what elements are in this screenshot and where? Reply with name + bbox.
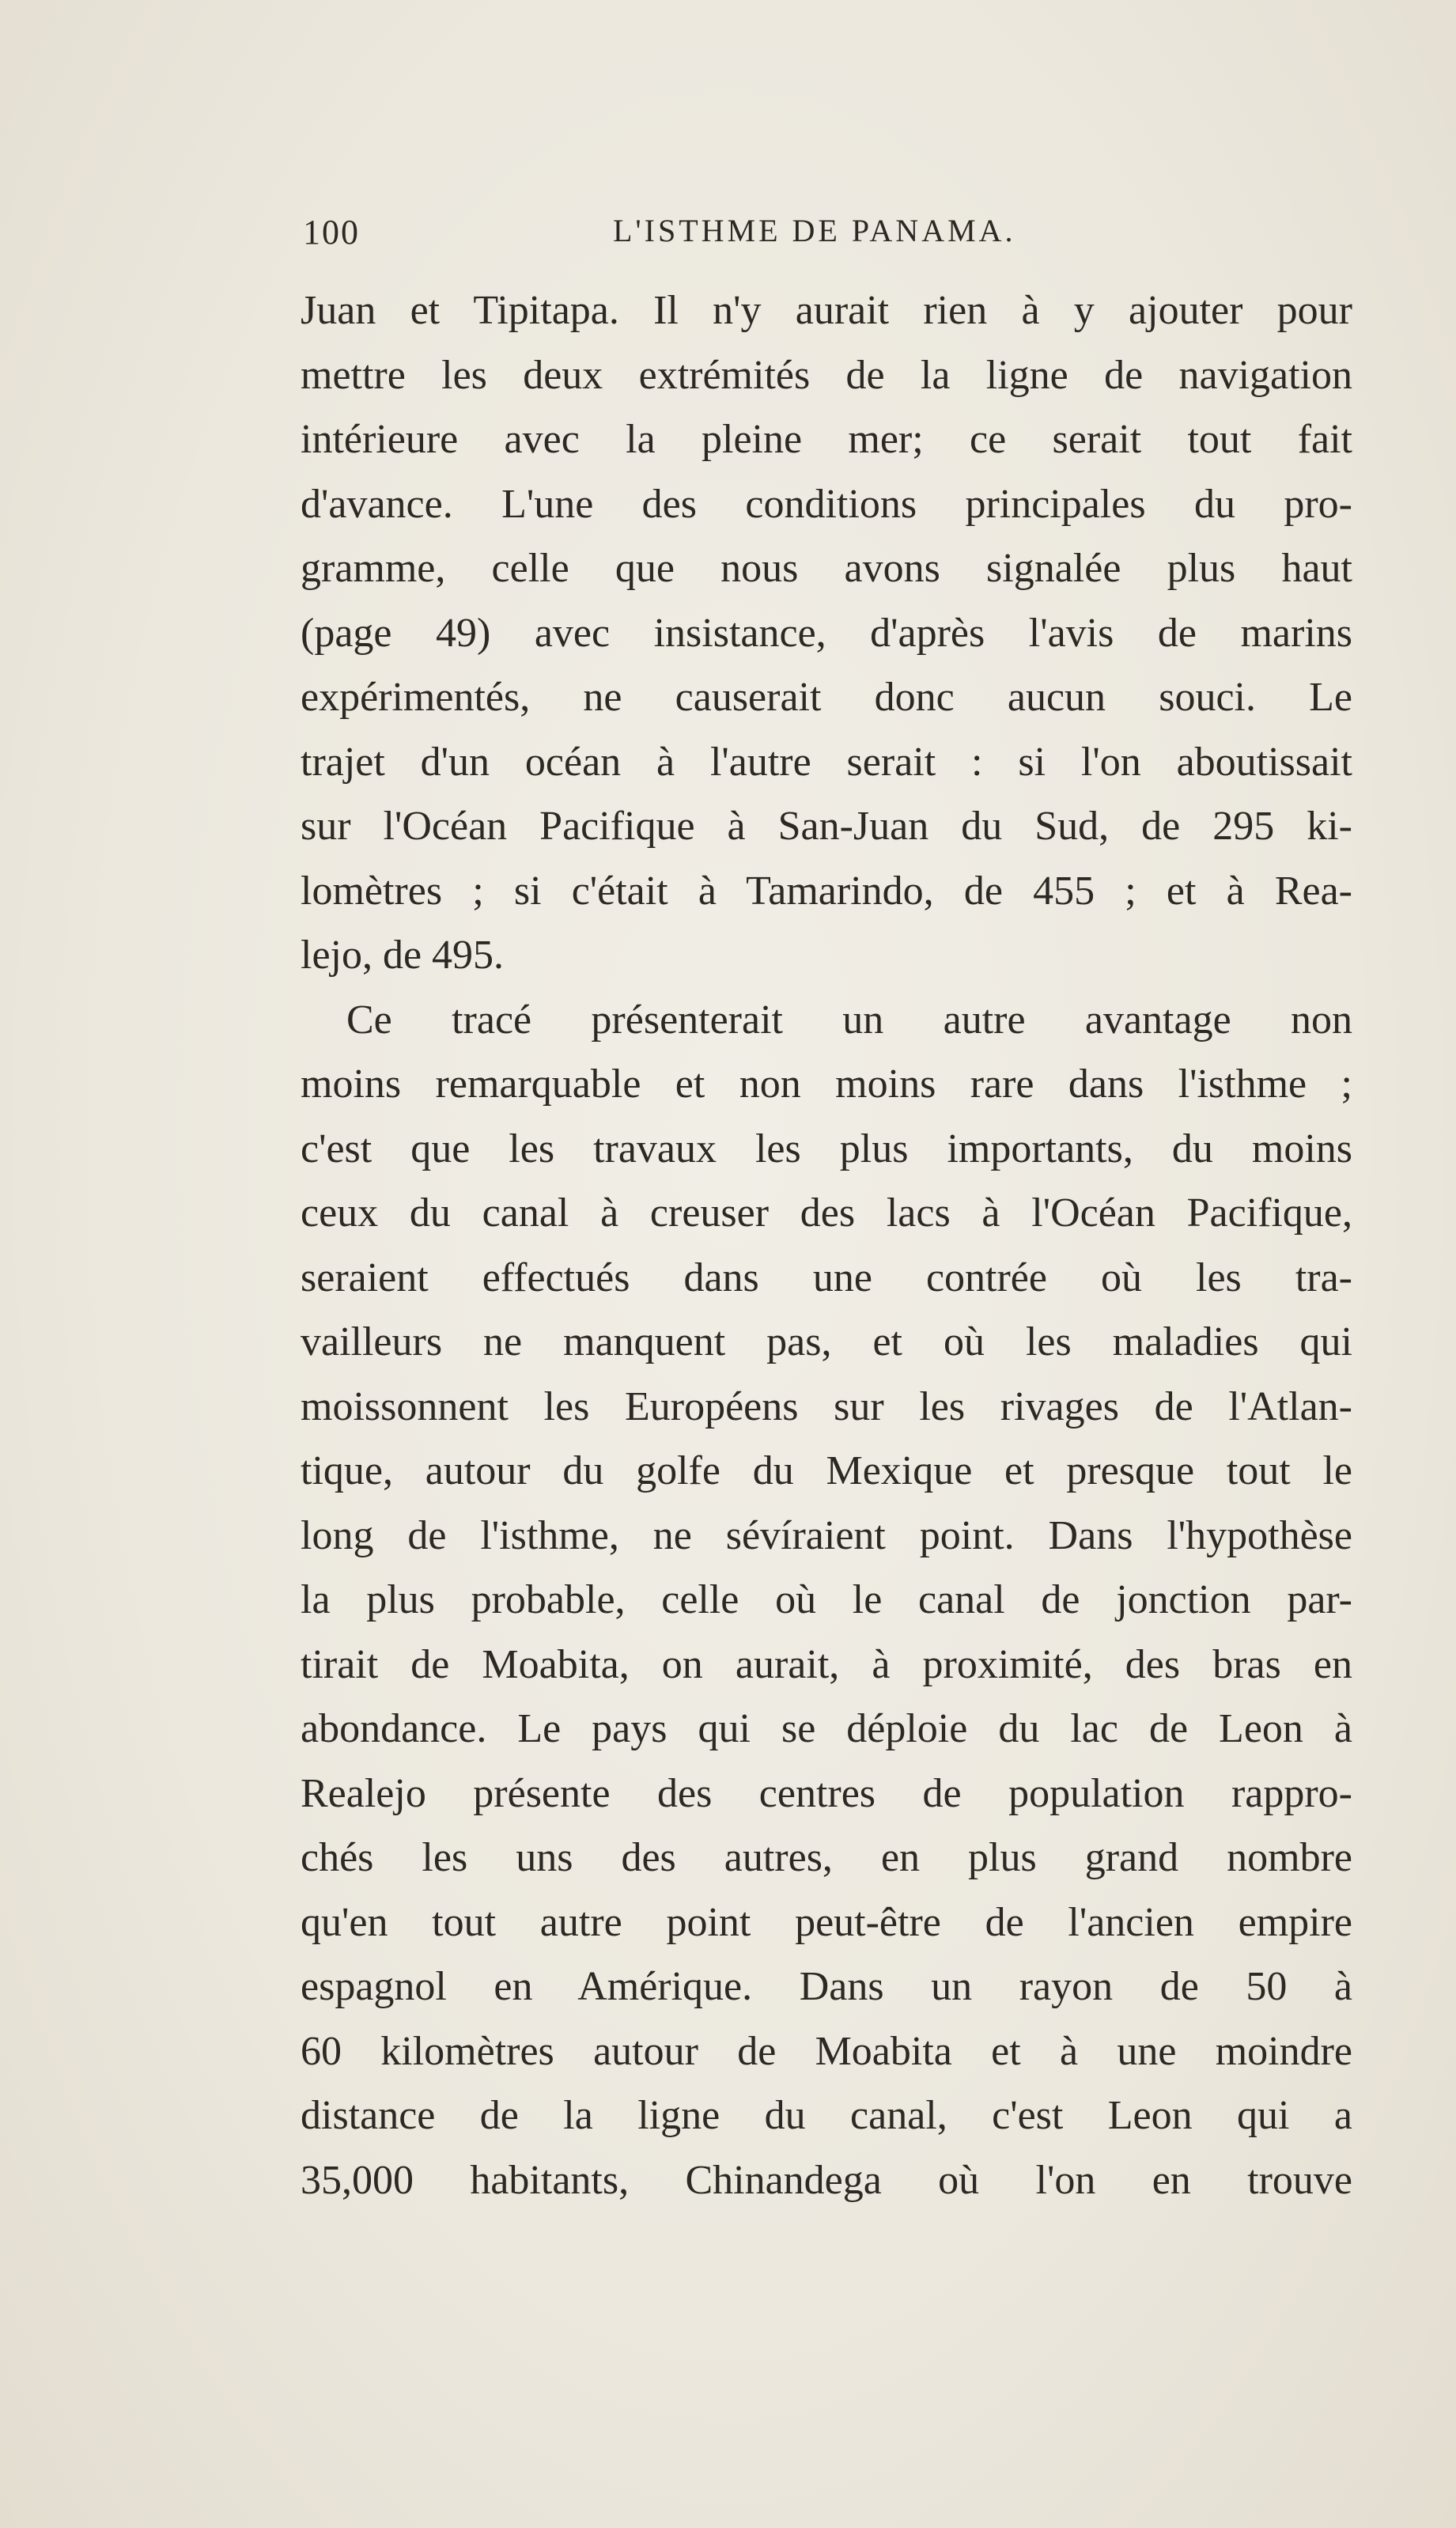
text-line: moins remarquable et non moins rare dans l'isthme ;	[301, 1062, 1352, 1107]
text-line: expérimentés, ne causerait donc aucun souci. Le	[301, 675, 1352, 720]
body-text	[301, 278, 1352, 2212]
text-line: moissonnent les Européens sur les rivages de l'Atlan-	[301, 1383, 1352, 1429]
text-line: 60 kilomètres autour de Moabita et à une moindre	[301, 2028, 1352, 2074]
text-line: espagnol en Amérique. Dans un rayon de 50 à	[301, 1964, 1352, 2009]
text-line: Juan et Tipitapa. Il n'y aurait rien à y ajouter pour	[301, 288, 1352, 333]
page-header	[303, 212, 1355, 267]
text-line: distance de la ligne du canal, c'est Leon qui a	[301, 2093, 1352, 2138]
text-line: 35,000 habitants, Chinandega où l'on en trouve	[301, 2157, 1352, 2203]
text-line: trajet d'un océan à l'autre serait : si l'on aboutissait	[301, 739, 1352, 785]
text-line: long de l'isthme, ne sévíraient point. Dans l'hypothèse	[301, 1512, 1352, 1558]
text-line: tique, autour du golfe du Mexique et presque tout le	[301, 1448, 1352, 1493]
text-line: abondance. Le pays qui se déploie du lac de Leon à	[301, 1706, 1352, 1751]
text-line: (page 49) avec insistance, d'après l'avis de marins	[301, 610, 1352, 656]
text-line: mettre les deux extrémités de la ligne de navigation	[301, 352, 1352, 398]
text-line: tirait de Moabita, on aurait, à proximité, des bras en	[301, 1641, 1352, 1687]
text-line: Realejo présente des centres de population rappro-	[301, 1770, 1352, 1816]
text-line: d'avance. L'une des conditions principales du pro-	[301, 481, 1352, 527]
text-line: gramme, celle que nous avons signalée plus haut	[301, 546, 1352, 591]
text-line-paragraph-end: lejo, de 495.	[301, 933, 505, 978]
text-line: ceux du canal à creuser des lacs à l'Océan Pacifique,	[301, 1190, 1352, 1236]
page-number: 100	[303, 213, 360, 252]
text-line: seraient effectués dans une contrée où les tra-	[301, 1255, 1352, 1300]
text-line-paragraph-start: Ce tracé présenterait un autre avantage non	[346, 997, 1352, 1043]
text-line: lomètres ; si c'était à Tamarindo, de 455 ; et à Rea-	[301, 868, 1352, 914]
text-line: qu'en tout autre point peut-être de l'ancien empire	[301, 1899, 1352, 1945]
running-title: L'ISTHME DE PANAMA.	[613, 213, 1016, 248]
text-line: c'est que les travaux les plus importants, du moins	[301, 1126, 1352, 1171]
text-line: intérieure avec la pleine mer; ce serait tout fait	[301, 417, 1352, 462]
text-line: sur l'Océan Pacifique à San-Juan du Sud, de 295 ki-	[301, 804, 1352, 849]
text-line: chés les uns des autres, en plus grand nombre	[301, 1835, 1352, 1880]
text-line: vailleurs ne manquent pas, et où les maladies qui	[301, 1319, 1352, 1364]
text-line: la plus probable, celle où le canal de jonction par-	[301, 1577, 1352, 1622]
